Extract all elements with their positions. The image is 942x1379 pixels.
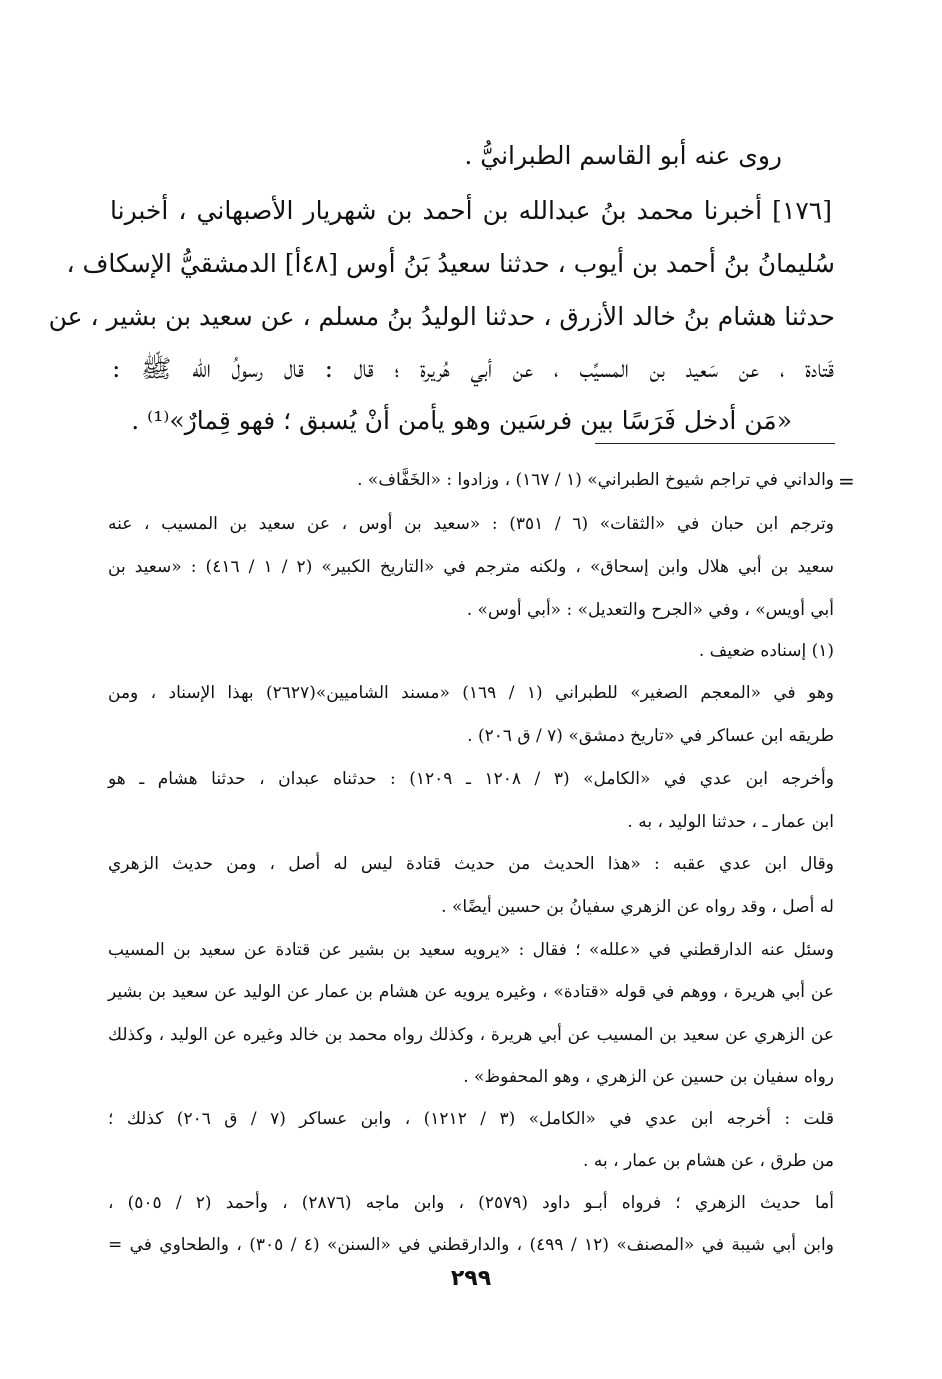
main-text-line-1: روى عنه أبو القاسم الطبرانيُّ . (464, 141, 782, 170)
footnote-line-2: وترجم ابن حبان في «الثقات» (٦ / ٣٥١) : «سعيد بن أوس ، عن سعيد بن المسيب ، عنه (108, 514, 834, 534)
footnote-line-1: والداني في تراجم شيوخ الطبراني» (١ / ١٦٧) ، وزادوا : «الخَفَّاف» . (357, 470, 834, 490)
footnote-line-16: قلت : أخرجه ابن عدي في «الكامل» (٣ / ١٢١٢) ، وابن عساكر (٧ / ق ٢٠٦) كذلك ؛ (108, 1109, 834, 1129)
footnote-line-7: طريقه ابن عساكر في «تاريخ دمشق» (٧ / ق ٢٠٦) . (467, 726, 834, 746)
footnote-line-4: أبي أويس» ، وفي «الجرح والتعديل» : «أبي أوس» . (466, 600, 834, 620)
main-text-line-6: «مَن أدخل فَرَسًا بين فرسَين وهو يأمن أنْ يُسبق ؛ فهو قِمارٌ»⁽¹⁾ . (131, 406, 792, 435)
footnote-line-14: عن الزهري عن سعيد بن المسيب عن أبي هريرة ، وكذلك رواه محمد بن خالد وغيره عن الوليد ، وكذلك (108, 1025, 834, 1045)
page-number: ٢٩٩ (450, 1266, 492, 1291)
footnote-line-17: من طرق ، عن هشام بن عمار ، به . (583, 1151, 834, 1171)
continuation-mark: = (838, 469, 855, 493)
footnote-line-19: وابن أبي شيبة في «المصنف» (١٢ / ٤٩٩) ، والدارقطني في «السنن» (٤ / ٣٠٥) ، والطحاوي في = (108, 1235, 834, 1255)
footnote-line-12: وسئل عنه الدارقطني في «علله» ؛ فقال : «يرويه سعيد بن بشير عن قتادة عن سعيد بن المسيب (108, 940, 834, 960)
footnote-line-9: ابن عمار ـ ، حدثنا الوليد ، به . (627, 812, 834, 832)
footnote-line-18: أما حديث الزهري ؛ فرواه أبـو داود (٢٥٧٩) ، وابن ماجه (٢٨٧٦) ، وأحمد (٢ / ٥٠٥) ، (108, 1193, 834, 1213)
footnote-line-6: وهو في «المعجم الصغير» للطبراني (١ / ١٦٩) «مسند الشاميين»(٢٦٢٧) بهذا الإسناد ، ومن (108, 683, 835, 703)
main-text-line-3: سُليمانُ بنُ أحمد بن أيوب ، حدثنا سعيدُ بَنُ أوس [٤٨أ] الدمشقيُّ الإسكاف ، (66, 249, 835, 278)
main-text-line-2: [١٧٦] أخبرنا محمد بنُ عبدالله بن أحمد بن شهريار الأصبهاني ، أخبرنا (110, 196, 832, 225)
main-text-line-5: قَتادة ، عن سَعيد بن المسيِّب ، عن أبي هُريرة ؛ قال : قال رسولُ الله ﷺ : (112, 354, 834, 383)
footnote-line-11: له أصل ، وقد رواه عن الزهري سفيانُ بن حسين أيضًا» . (441, 897, 834, 917)
footnote-line-15: رواه سفيان بن حسين عن الزهري ، وهو المحفوظ» . (463, 1067, 834, 1087)
footnote-line-10: وقال ابن عدي عقبه : «هذا الحديث من حديث قتادة ليس له أصل ، ومن حديث الزهري (108, 854, 834, 874)
footnote-line-13: عن أبي هريرة ، ووهم في قوله «قتادة» ، وغيره يرويه عن هشام بن عمار عن الوليد عن سعيد بن بشير (108, 982, 834, 1002)
footnote-separator (595, 443, 835, 444)
footnote-line-3: سعيد بن أبي هلال وابن إسحاق» ، ولكنه مترجم في «التاريخ الكبير» (٢ / ١ / ٤١٦) : «سعيد بن (108, 557, 834, 577)
footnote-1-marker-line: (١) إسناده ضعيف . (698, 641, 834, 661)
main-text-line-4: حدثنا هشام بنُ خالد الأزرق ، حدثنا الوليدُ بنُ مسلم ، عن سعيد بن بشير ، عن (48, 302, 835, 331)
footnote-line-8: وأخرجه ابن عدي في «الكامل» (٣ / ١٢٠٨ ـ ١٢٠٩) : حدثناه عبدان ، حدثنا هشام ـ هو (108, 769, 834, 789)
